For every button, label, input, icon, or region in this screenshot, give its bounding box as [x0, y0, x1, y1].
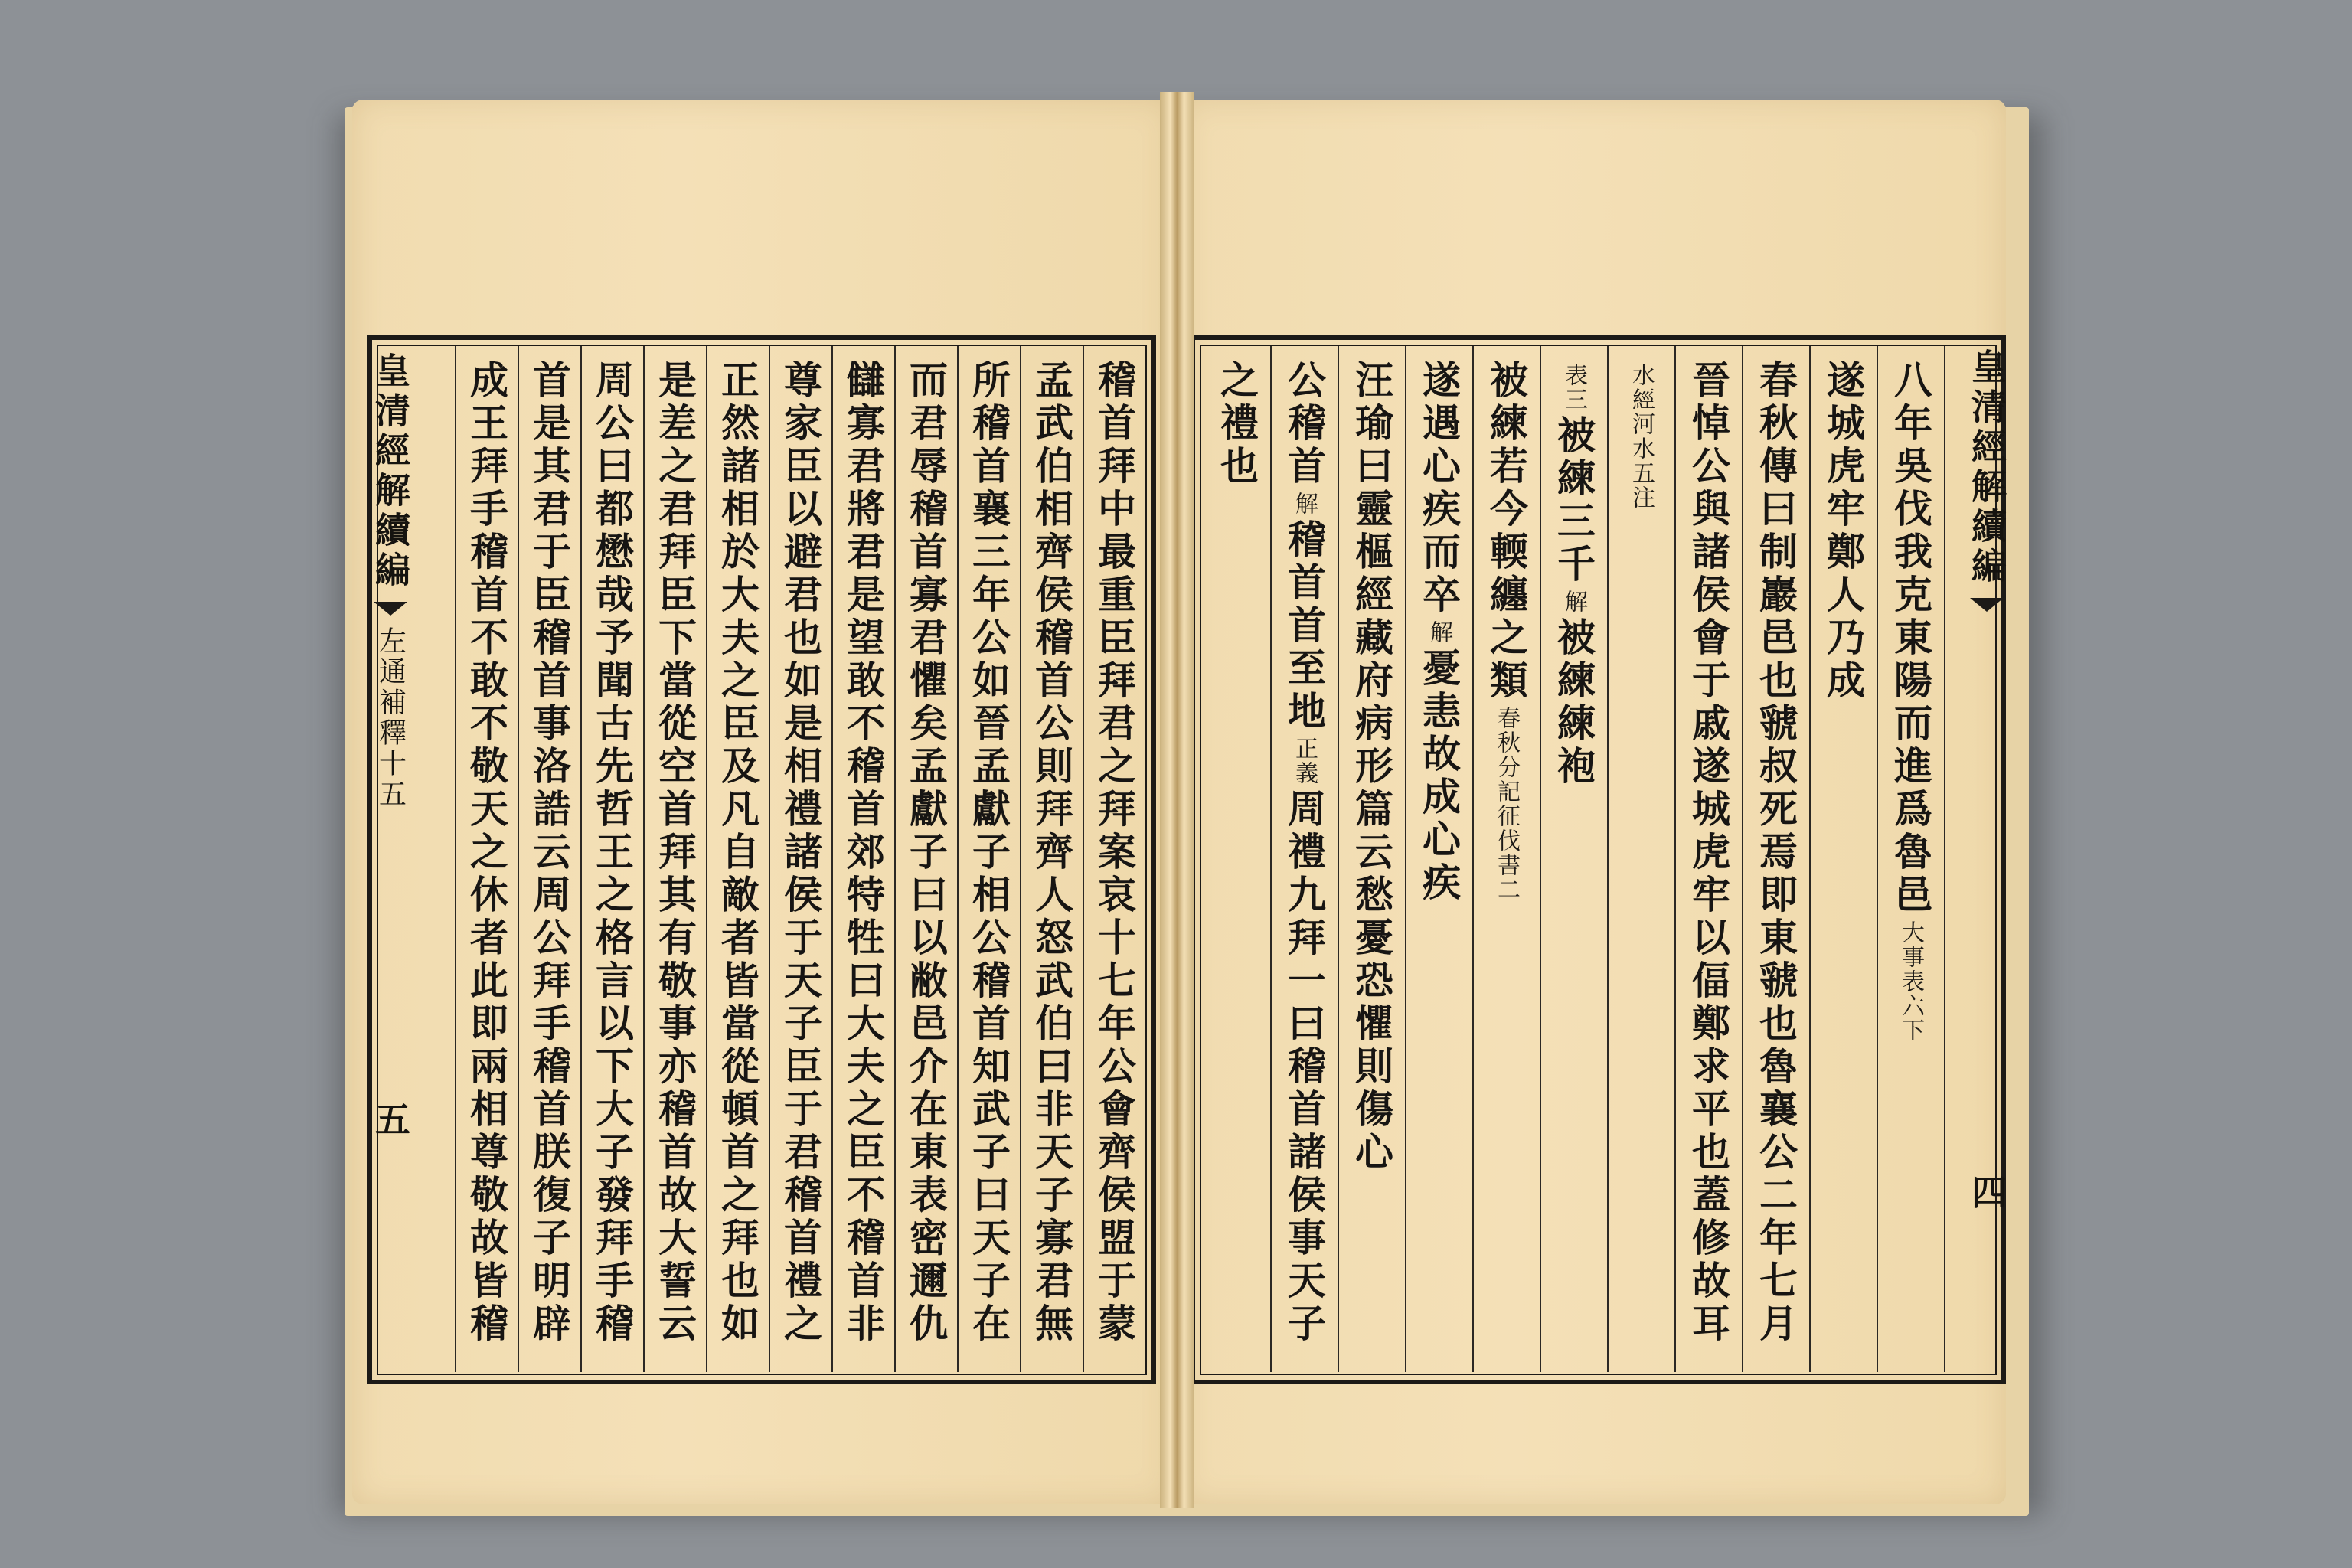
fishtail-mark-right: [1970, 598, 2004, 612]
text-column: [715, 360, 760, 1346]
page-number-right: 四: [1966, 1174, 2007, 1214]
column-rule: [1083, 346, 1084, 1372]
column-rule: [518, 346, 519, 1372]
text-column: [1888, 360, 1932, 1046]
text-column: [527, 360, 571, 1346]
column-text: 周禮九拜一曰稽首諸侯事天子: [1282, 789, 1327, 1346]
collection-title-right: 皇清經解續編: [1966, 348, 2007, 587]
column-text: 遂城虎牢鄭人乃成: [1821, 360, 1866, 703]
text-column: [1619, 360, 1663, 513]
text-column: [1416, 360, 1461, 905]
column-text: 孟武伯相齊侯稽首公則拜齊人怒武伯曰非天子寡君無: [1029, 360, 1074, 1346]
column-rule: [1540, 346, 1541, 1372]
page-number: 五: [370, 1101, 411, 1141]
text-column: [841, 360, 885, 1346]
column-text: 是差之君拜臣下當從空首拜其有敬事亦稽首故大誓云: [652, 360, 697, 1346]
column-rule: [957, 346, 959, 1372]
annotation-note: 解: [1560, 590, 1587, 614]
column-text: 公稽首: [1282, 360, 1327, 488]
text-column: [1092, 360, 1136, 1346]
column-text: 稽首首至地: [1282, 519, 1327, 733]
left-fold-heart: [364, 352, 417, 1141]
annotation-note: 解: [1291, 492, 1318, 516]
column-text: 八年吳伐我克東陽而進爲魯邑: [1888, 360, 1933, 917]
column-rule: [1674, 346, 1676, 1372]
column-rule: [1338, 346, 1339, 1372]
column-text: 晉悼公與諸侯會于戚遂城虎牢以偪鄭求平也蓋修故耳: [1686, 360, 1731, 1346]
annotation-note: 水經河水五注: [1628, 363, 1655, 510]
column-rule: [769, 346, 770, 1372]
column-rule: [1405, 346, 1406, 1372]
column-rule: [1607, 346, 1609, 1372]
fishtail-mark: [374, 602, 407, 616]
column-text: 憂恚故成心疾: [1416, 648, 1462, 905]
column-text: 讎寡君將君是望敢不稽首郊特牲曰大夫之臣不稽首非: [841, 360, 886, 1346]
column-text: 所稽首襄三年公如晉孟獻子相公稽首知武子曰天子在: [966, 360, 1011, 1346]
column-text: 尊家臣以避君也如是相禮諸侯于天子臣于君稽首禮之: [778, 360, 823, 1346]
column-rule: [580, 346, 582, 1372]
column-text: 汪瑜曰靈樞經藏府病形篇云愁憂恐懼則傷心: [1349, 360, 1394, 1174]
column-rule: [455, 346, 456, 1372]
text-column: [903, 360, 948, 1346]
column-text: 周公曰都懋哉予聞古先哲王之格言以下大子發拜手稽: [590, 360, 635, 1346]
book-spine-gutter: [1160, 92, 1194, 1508]
column-text: 正然諸相於大夫之臣及凡自敵者皆當從頓首之拜也如: [715, 360, 760, 1346]
text-column: [1349, 360, 1393, 1174]
collection-title: 皇清經解續編: [370, 352, 411, 591]
text-column: [1753, 360, 1798, 1346]
column-rule: [1809, 346, 1811, 1372]
column-rule: [1944, 346, 1945, 1372]
column-text: 而君辱稽首寡君懼矣孟獻子曰以敝邑介在東表密邇仇: [903, 360, 949, 1346]
column-text: 首是其君于臣稽首事洛誥云周公拜手稽首朕復子明辟: [527, 360, 572, 1346]
column-rule: [894, 346, 896, 1372]
column-text: 稽首拜中最重臣拜君之拜案哀十七年公會齊侯盟于蒙: [1092, 360, 1137, 1346]
annotation-note: 表三: [1560, 363, 1587, 412]
column-rule: [643, 346, 645, 1372]
column-text: 之禮也: [1214, 360, 1259, 488]
text-column: [652, 360, 697, 1346]
column-rule: [1877, 346, 1878, 1372]
text-column: [590, 360, 634, 1346]
right-fold-heart: [1960, 348, 2014, 1214]
column-text: 被練三千: [1551, 415, 1596, 586]
annotation-note: 解: [1426, 620, 1452, 645]
column-rule: [1020, 346, 1021, 1372]
column-text: 被練若今輭纏之類: [1484, 360, 1529, 703]
text-column: [1821, 360, 1865, 703]
column-text: 春秋傳曰制巖邑也虢叔死焉即東虢也魯襄公二年七月: [1753, 360, 1798, 1346]
column-rule: [1472, 346, 1474, 1372]
text-column: [1484, 360, 1528, 905]
annotation-note: 大事表六下: [1897, 920, 1924, 1043]
text-column: [1214, 360, 1259, 488]
text-column: [464, 360, 508, 1346]
column-rule: [831, 346, 833, 1372]
text-column: [1551, 360, 1596, 789]
column-rule: [1270, 346, 1272, 1372]
text-column: [1686, 360, 1730, 1346]
text-column: [1282, 360, 1326, 1346]
column-text: 被練練袍: [1551, 617, 1596, 789]
column-text: 遂遇心疾而卒: [1416, 360, 1462, 617]
column-rule: [1742, 346, 1743, 1372]
column-rule: [706, 346, 707, 1372]
text-column: [1029, 360, 1073, 1346]
column-text: 成王拜手稽首不敢不敬天之休者此即兩相尊敬故皆稽: [464, 360, 509, 1346]
annotation-note: 春秋分記征伐書二: [1493, 706, 1520, 902]
annotation-note: 正義: [1291, 737, 1318, 786]
text-column: [966, 360, 1011, 1346]
section-title: 左通補釋十五: [374, 626, 407, 810]
text-column: [778, 360, 822, 1346]
